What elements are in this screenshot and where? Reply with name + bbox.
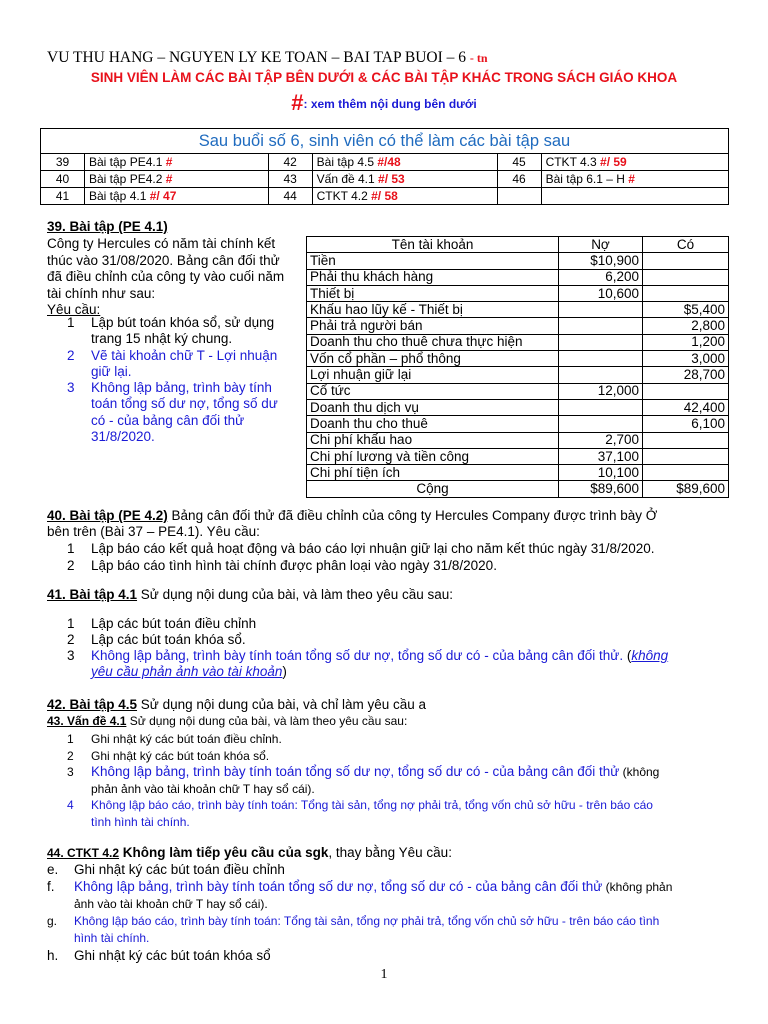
assignment-number: 44 [268,188,312,205]
list-item: 3 Không lập bảng, trình bày tính toán tổng số dư nợ, tổng số dư có - của bảng cân đối thử (không [67,764,660,779]
list-item: 4 Không lập báo cáo, trình bày tính toán: Tổng tài sản, tổng nợ phải trả, tổng vốn chủ sở hữu - trên báo cáo [67,798,653,812]
debit-cell: 6,200 [559,269,643,285]
assignment-number: 43 [268,171,312,188]
credit-cell [643,269,729,285]
ex43-requirements [67,731,659,830]
table-row [307,318,729,334]
account-name-cell: Chi phí tiện ích [307,465,559,481]
ex40-requirements [67,541,655,574]
table-row [307,253,729,269]
assignment-item: CTKT 4.2 #/ 58 [312,188,497,205]
list-item: 1 Ghi nhật ký các bút toán điều chỉnh. [67,732,282,746]
credit-cell [643,253,729,269]
assignment-item: Vấn đề 4.1 #/ 53 [312,171,497,188]
table-row [307,416,729,432]
list-item: giữ lại. [91,363,132,379]
ex40-paragraph-line2: bên trên (Bài 37 – PE4.1). Yêu cầu: [47,524,260,539]
debit-cell: 12,000 [559,383,643,399]
title-tag: - tn [469,51,488,65]
debit-cell: 10,600 [559,285,643,301]
assignment-number: 39 [41,154,85,171]
credit-cell [643,465,729,481]
table-row [307,351,729,367]
account-name-cell: Chi phí khấu hao [307,432,559,448]
column-header: Có [643,237,729,253]
account-name-cell: Tiền [307,253,559,269]
list-item: e. Ghi nhật ký các bút toán điều chỉnh [47,862,285,877]
debit-cell: $10,900 [559,253,643,269]
account-name-cell: Khấu hao lũy kế - Thiết bị [307,302,559,318]
list-item: 2 Vẽ tài khoản chữ T - Lợi nhuận [67,347,278,363]
ex39-requirements [67,315,278,445]
ex44-requirements [47,861,672,964]
list-item: g. Không lập báo cáo, trình bày tính toán: Tổng tài sản, tổng nợ phải trả, tổng vốn chủ sở hữu - trên báo cáo tình [47,914,660,928]
credit-cell: 3,000 [643,351,729,367]
ex39-requirements-label: Yêu cầu: [47,302,101,317]
debit-cell [559,334,643,350]
total-debit: $89,600 [559,481,643,497]
table-row [307,432,729,448]
table-row [307,383,729,399]
table-row [41,188,729,205]
list-item: 2 Lập các bút toán khóa sổ. [67,632,246,647]
list-item: toán tổng số dư nợ, tổng số dư [91,396,278,412]
debit-cell [559,416,643,432]
table-row [307,448,729,464]
list-item: f. Không lập bảng, trình bày tính toán tổng số dư nợ, tổng số dư có - của bảng cân đối thử (không phản [47,879,673,894]
table-header-row [307,237,729,253]
assignment-item: Bài tập 6.1 – H # [541,171,728,188]
note-line [0,90,768,116]
list-item: 2 Ghi nhật ký các bút toán khóa sổ. [67,748,270,763]
list-item: 3 Không lập bảng, trình bày tính [67,380,272,396]
account-name-cell: Cổ tức [307,383,559,399]
assignment-table-heading: Sau buổi số 6, sinh viên có thể làm các bài tập sau [41,129,729,154]
assignment-number: 46 [497,171,541,188]
ex41-paragraph: 41. Bài tập 4.1 Sử dụng nội dung của bài, và làm theo yêu cầu sau: [47,587,454,602]
debit-cell: 10,100 [559,465,643,481]
table-row [307,269,729,285]
instruction-heading: SINH VIÊN LÀM CÁC BÀI TẬP BÊN DƯỚI & CÁC BÀI TẬP KHÁC TRONG SÁCH GIÁO KHOA [90,70,678,85]
assignment-number [497,188,541,205]
debit-cell: 37,100 [559,448,643,464]
credit-cell: $5,400 [643,302,729,318]
table-row [41,154,729,171]
table-row [307,367,729,383]
list-item: 1 Lập bút toán khóa sổ, sử dụng [67,315,275,330]
ex43-heading: 43. Vấn đề 4.1 [47,714,127,728]
ex39-heading: 39. Bài tập (PE 4.1) [47,219,168,234]
account-name-cell: Thiết bị [307,285,559,301]
credit-cell [643,285,729,301]
debit-cell [559,302,643,318]
list-item: ảnh vào tài khoản chữ T hay sổ cái). [74,897,268,911]
list-item: 1 Lập báo cáo kết quả hoạt động và báo cáo lợi nhuận giữ lại cho năm kết thúc ngày 31/8/2020. [67,541,655,556]
assignment-item: Bài tập 4.1 #/ 47 [85,188,269,205]
ex40-paragraph: 40. Bài tập (PE 4.2) Bảng cân đối thử đã điều chỉnh của công ty Hercules Company được trình bày Ở [47,508,658,523]
ex43-paragraph: 43. Vấn đề 4.1 Sử dụng nội dung của bài, và làm theo yêu cầu sau: [47,714,408,728]
table-row [307,334,729,350]
credit-cell: 2,800 [643,318,729,334]
debit-cell [559,318,643,334]
column-header: Tên tài khoản [307,237,559,253]
account-name-cell: Phải thu khách hàng [307,269,559,285]
document-title [47,49,488,67]
hash-symbol: # [291,90,304,115]
list-item: 31/8/2020. [91,429,155,445]
list-item: h. Ghi nhật ký các bút toán khóa sổ [47,948,271,963]
assignment-item: Bài tập PE4.2 # [85,171,269,188]
account-name-cell: Phải trả người bán [307,318,559,334]
list-item: tình hình tài chính. [91,814,190,829]
list-item: trang 15 nhật ký chung. [91,331,233,347]
table-row [307,465,729,481]
debit-cell [559,399,643,415]
assignment-number: 40 [41,171,85,188]
list-item: hình tài chính. [74,931,150,945]
table-total-row [307,481,729,497]
table-row [307,399,729,415]
list-item: 3 Không lập bảng, trình bày tính toán tổng số dư nợ, tổng số dư có - của bảng cân đối thử. (không [67,648,669,663]
assignment-number: 45 [497,154,541,171]
trial-balance-table [306,236,729,498]
assignment-item [541,188,728,205]
assignment-number: 42 [268,154,312,171]
list-item: yêu cầu phản ảnh vào tài khoản) [91,664,287,679]
debit-cell [559,351,643,367]
account-name-cell: Doanh thu cho thuê [307,416,559,432]
ex40-heading: 40. Bài tập (PE 4.2) [47,508,168,523]
list-item: phản ảnh vào tài khoản chữ T hay sổ cái). [91,781,315,796]
ex41-heading: 41. Bài tập 4.1 [47,587,138,602]
list-item: 2 Lập báo cáo tình hình tài chính được phân loại vào ngày 31/8/2020. [67,557,497,573]
ex41-requirements [67,616,668,680]
credit-cell: 6,100 [643,416,729,432]
title-text: VU THU HANG – NGUYEN LY KE TOAN – BAI TAP BUOI – 6 [47,49,466,66]
account-name-cell: Chi phí lương và tiền công [307,448,559,464]
table-row [41,171,729,188]
assignment-table [40,128,729,205]
ex44-heading: 44. CTKT 4.2 [47,846,120,860]
trial-balance-body [307,253,729,481]
credit-cell: 1,200 [643,334,729,350]
account-name-cell: Vốn cổ phần – phổ thông [307,351,559,367]
credit-cell: 42,400 [643,399,729,415]
list-item: có - của bảng cân đối thử [91,412,245,428]
account-name-cell: Doanh thu cho thuê chưa thực hiện [307,334,559,350]
credit-cell [643,448,729,464]
page-number: 1 [380,967,388,982]
assignment-item: Bài tập PE4.1 # [85,154,269,171]
total-credit: $89,600 [643,481,729,497]
ex44-paragraph: 44. CTKT 4.2 Không làm tiếp yêu cầu của sgk, thay bằng Yêu cầu: [47,845,452,860]
column-header: Nợ [559,237,643,253]
credit-cell: 28,700 [643,367,729,383]
credit-cell [643,383,729,399]
ex42-paragraph: 42. Bài tập 4.5 Sử dụng nội dung của bài, và chỉ làm yêu cầu a [47,697,427,712]
table-row [307,302,729,318]
total-label: Cộng [307,481,559,497]
credit-cell [643,432,729,448]
note-text: : xem thêm nội dung bên dưới [303,97,477,111]
account-name-cell: Lợi nhuận giữ lại [307,367,559,383]
assignment-item: Bài tập 4.5 #/48 [312,154,497,171]
debit-cell [559,367,643,383]
debit-cell: 2,700 [559,432,643,448]
list-item: 1 Lập các bút toán điều chỉnh [67,616,257,631]
ex42-heading: 42. Bài tập 4.5 [47,697,138,712]
table-row [307,285,729,301]
ex39-description: Công ty Hercules có năm tài chính kết thúc vào 31/08/2020. Bảng cân đối thử đã điều chỉnh của công ty vào cuối năm tài chính như sau: Yêu cầu: [47,236,285,317]
assignment-number: 41 [41,188,85,205]
assignment-item: CTKT 4.3 #/ 59 [541,154,728,171]
account-name-cell: Doanh thu dịch vụ [307,399,559,415]
